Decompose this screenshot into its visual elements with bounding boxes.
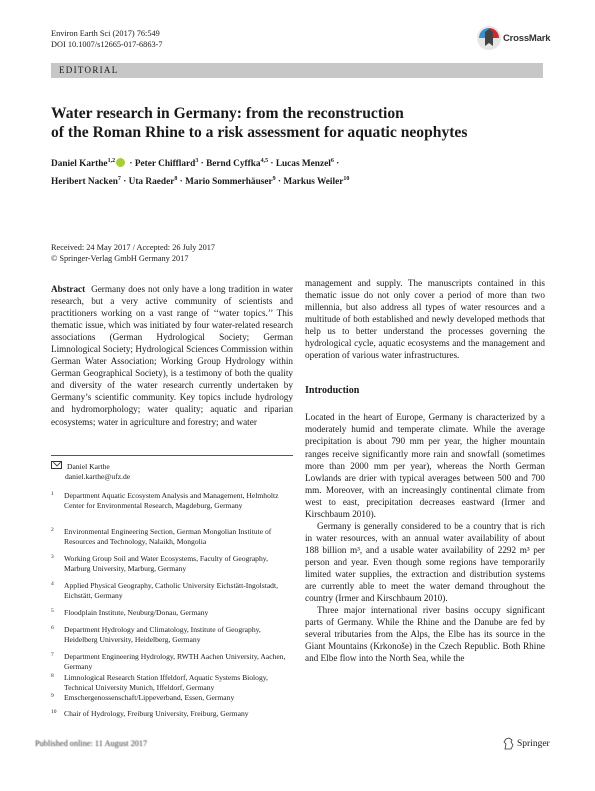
- affiliation-text: Environmental Engineering Section, German Mongolian Institute of Resources and Technology, Nalaikh, Mongolia: [64, 527, 272, 546]
- affiliation-number: 9: [51, 693, 54, 699]
- affiliation-number: 8: [51, 673, 54, 679]
- article-dates: [51, 242, 215, 264]
- affiliation-text: Emschergenossenschaft/Lippeverband, Essen, Germany: [64, 693, 235, 702]
- orcid-icon[interactable]: [116, 158, 125, 167]
- affiliation-text: Floodplain Institute, Neuburg/Donau, Germany: [64, 608, 209, 617]
- introduction-paragraph: Located in the heart of Europe, Germany is characterized by a moderately humid and temperate climate. While the average precipitation is about 790 mm per year, the higher mountain ranges receive significantly more rain and snowfall (sometimes more than 2000 mm per year), whereas the North German Lowlands are drier with typical averages between 500 and 700 mm. Moreover, with an increasingly continental climate from west to east, precipitation decreases eastward (Irmer and Kirschbaum 2010).: [305, 412, 545, 519]
- corresponding-author: [51, 461, 291, 472]
- affiliation-text: Chair of Hydrology, Freiburg University, Freiburg, Germany: [64, 709, 249, 718]
- affiliation-number: 1: [51, 491, 54, 497]
- affiliation-number: 5: [51, 608, 54, 614]
- affiliation-text: Department Hydrology and Climatology, Institute of Geography, Heidelberg University, Heidelberg, Germany: [64, 625, 261, 644]
- springer-horse-icon: [503, 737, 514, 750]
- title-line-1: Water research in Germany: from the reconstruction: [51, 105, 404, 122]
- introduction-paragraph: Three major international river basins occupy significant parts of Germany. While the Rhine and the Danube are fed by several tributaries from the Alps, the Elbe has its source in the Giant Mountains (Krkonoše) in the Czech Republic. Both Rhine and Elbe flow into the North Sea, while the: [305, 605, 545, 664]
- author-name[interactable]: Lucas Menzel: [275, 159, 331, 169]
- affiliation-text: Department Aquatic Ecosystem Analysis and Management, Helmholtz Center for Environmental Research, Magdeburg, Germany: [64, 491, 279, 510]
- article-title: [51, 104, 551, 142]
- journal-metadata: [51, 28, 163, 50]
- author-name[interactable]: Mario Sommerhäuser: [185, 177, 273, 187]
- author-list: [51, 155, 551, 191]
- affiliation-text: Applied Physical Geography, Catholic University Eichstätt-Ingolstadt, Eichstätt, Germany: [64, 581, 278, 600]
- crossmark-icon: [476, 25, 502, 51]
- author-affiliation-ref: 4,5: [260, 158, 269, 164]
- author-line-1: Daniel Karthe$^{1,2}$ · Peter Chifflard$^3$ · Bernd Cyffka$^{4,5}$ · Lucas Menzel$^6$ ·: [51, 158, 340, 169]
- author-name[interactable]: Uta Raeder: [128, 177, 175, 187]
- affiliation-list: [51, 491, 296, 726]
- publisher-name: Springer: [517, 739, 550, 749]
- author-name[interactable]: Peter Chifflard: [134, 159, 196, 169]
- author-line-2: Heribert Nacken$^7$ · Uta Raeder$^8$ · Mario Sommerhäuser$^9$ · Markus Weiler$^{10}$: [51, 176, 350, 187]
- doi[interactable]: DOI 10.1007/s12665-017-6863-7: [51, 40, 163, 49]
- author-affiliation-ref: 8: [174, 176, 178, 182]
- affiliation-number: 2: [51, 527, 54, 533]
- journal-citation: Environ Earth Sci (2017) 76:549: [51, 29, 160, 38]
- published-online-date: Published online: 11 August 2017: [35, 739, 148, 748]
- received-accepted-dates: Received: 24 May 2017 / Accepted: 26 July 2017: [51, 243, 216, 252]
- abstract: [51, 283, 293, 428]
- copyright-line: © Springer-Verlag GmbH Germany 2017: [51, 254, 189, 263]
- author-affiliation-ref: 6: [330, 158, 334, 164]
- author-name[interactable]: Bernd Cyffka: [206, 159, 261, 169]
- affiliation-text: Department Engineering Hydrology, RWTH Aachen University, Aachen, Germany: [64, 652, 286, 671]
- crossmark-badge[interactable]: [476, 25, 566, 53]
- footnote-divider: [51, 455, 293, 456]
- crossmark-label: CrossMark: [503, 33, 551, 44]
- contact-name: Daniel Karthe: [67, 462, 110, 471]
- affiliation-number: 7: [51, 652, 54, 658]
- right-column: [305, 277, 545, 664]
- author-affiliation-ref: 10: [343, 176, 350, 182]
- author-affiliation-ref: 9: [272, 176, 276, 182]
- section-band: [51, 63, 543, 78]
- abstract-continuation: management and supply. The manuscripts contained in this thematic issue do not only cover a period of more than two millennia, but also address all types of water resources and a multitude of both established and newly developed methods that help us to better understand the processes governing the hydrological cycle, aquatic ecosystems and the management and operation of various water infrastructures.: [305, 278, 545, 361]
- affiliation-text: Working Group Soil and Water Ecosystems, Faculty of Geography, Marburg University, Marburg, Germany: [64, 554, 268, 573]
- section-label: EDITORIAL: [59, 65, 119, 75]
- author-name[interactable]: Daniel Karthe: [51, 159, 108, 169]
- author-affiliation-ref: 1,2: [107, 158, 116, 164]
- envelope-icon: [51, 461, 62, 469]
- introduction-paragraph: Germany is generally considered to be a country that is rich in water resources, with an annual water availability of about 188 billion m³, and a usable water availability of 2292 m³ per person and year. Even though some regions have temporarily limited water supplies, the extraction and distribution systems are currently able to meet the water demand throughout the country (Irmer and Kirschbaum 2010).: [305, 520, 545, 604]
- affiliation-text: Limnological Research Station Iffeldorf, Aquatic Systems Biology, Technical University Munich, Iffeldorf, Germany: [64, 673, 268, 692]
- author-affiliation-ref: 3: [195, 158, 199, 164]
- affiliation-number: 4: [51, 581, 54, 587]
- author-affiliation-ref: 7: [117, 176, 121, 182]
- title-line-2: of the Roman Rhine to a risk assessment for aquatic neophytes: [51, 124, 468, 141]
- contact-email[interactable]: daniel.karthe@ufz.de: [65, 472, 131, 481]
- correspondence-block: [51, 461, 291, 482]
- abstract-text: Germany does not only have a long tradition in water research, but a very active community of scientists and practitioners working on a vast range of ‘‘water topics.’’ This thematic issue, which was initiated by four water-related research associations (German Hydrological Society; German Limnological Society; Hydrological Sciences Commission within German Water Association; Working Group Hydrology within German Geographical Society), is a testimony of both the quality and diversity of the water research currently undertaken by Germany’s scientific community. Key topics include hydrology and hydromorphology; water quality; aquatic and riparian ecosystems; water in agriculture and forestry; and water: [51, 284, 293, 427]
- author-name[interactable]: Markus Weiler: [283, 177, 344, 187]
- abstract-label: Abstract: [51, 284, 86, 294]
- introduction-heading: Introduction: [305, 385, 360, 397]
- author-name[interactable]: Heribert Nacken: [51, 177, 118, 187]
- publisher-logo: [503, 737, 563, 751]
- affiliation-number: 10: [51, 709, 57, 715]
- affiliation-number: 6: [51, 625, 54, 631]
- affiliation-number: 3: [51, 554, 54, 560]
